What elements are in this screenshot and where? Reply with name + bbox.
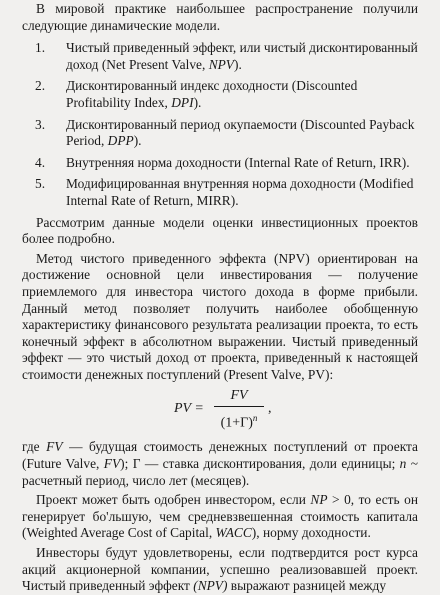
formula-lhs: PV = — [174, 401, 204, 417]
italic-run: WACC — [215, 525, 252, 541]
formula-denominator: $(1+Г)^n$ — [220, 413, 258, 432]
text-run: где — [22, 439, 47, 455]
abbr: DPP — [107, 133, 134, 149]
method-paragraph: Метод чистого приведенного эффекта (NPV) ориентирован на достижение основной цели инвестирования — получение приемлемого для инвестора чистого дохода в форме прибыли. Данный метод позволяет получить наиболее обобщенную характеристику финансового результата реализации проекта, то есть конечный эффект в абсолютном выражении. Чистый приведенный эффект — это чистый доход от проекта, приведенный к настоящей стоимости денежных поступлений (Present Valve, PV): — [22, 250, 418, 382]
list-item-number: 4. — [35, 154, 46, 170]
where-paragraph — [22, 439, 418, 489]
formula-fraction — [214, 387, 264, 433]
list-item-number: 5. — [35, 176, 46, 192]
abbr: DPI — [171, 94, 194, 110]
text-run: ), норму доходности. — [251, 525, 371, 541]
formula-numerator: FV — [230, 388, 248, 404]
text-run: > 0, то есть он генерирует бо'льшую, чем средневзвешенная стоимость капитала (Weighted Average Cost of Capital, — [22, 492, 418, 541]
fraction-bar — [214, 406, 264, 407]
detail-paragraph: Рассмотрим данные модели оценки инвестиционных проектов более подробно. — [22, 214, 418, 247]
models-list — [22, 40, 418, 209]
list-item: 2. Дисконтированный индекс доходности (Discounted Profitability Index, DPI). — [35, 78, 358, 110]
italic-run: (NPV) — [193, 578, 228, 594]
text-run: — будущая стоимость денежных поступлений от проекта (Future Valve, — [22, 439, 418, 472]
text-run: ~ расчетный период, число лет (месяцев). — [22, 456, 418, 488]
approve-paragraph — [22, 492, 418, 542]
investors-paragraph — [22, 545, 418, 595]
pv-formula — [22, 387, 418, 433]
text-run: Проект может быть одобрен инвестором, если — [36, 492, 311, 508]
text-run: выражают разницей между — [227, 578, 387, 594]
italic-run: FV — [46, 439, 63, 455]
list-item: 3. Дисконтированный период окупаемости (Discounted Payback Period, DPP). — [35, 116, 415, 149]
italic-run: n — [399, 456, 407, 472]
formula-comma: , — [268, 401, 272, 417]
list-item: 1. Чистый приведенный эффект, или чистый дисконтированный доход (Net Present Valve, NPV). — [35, 40, 418, 72]
list-item-number: 3. — [35, 116, 46, 132]
abbr: NPV — [208, 56, 234, 72]
list-item: 5. Модифицированная внутренняя норма доходности (Modified Internal Rate of Return, MIRR). — [35, 176, 414, 208]
list-item-number: 2. — [35, 78, 46, 94]
italic-run: FV — [103, 456, 121, 472]
intro-paragraph: В мировой практике наибольшее распространение получили следующие динамические модели. — [22, 1, 418, 33]
list-item: 4. Внутренняя норма доходности (Internal Rate of Return, IRR). — [35, 154, 410, 170]
text-run: Инвесторы будут удовлетворены, если подтвердится рост курса акций акционерной компании, успешно реализовавшей проект. Чистый приведенный эффект — [22, 545, 418, 594]
italic-run: NP — [310, 492, 328, 508]
list-item-number: 1. — [35, 40, 46, 56]
text-run: ); Г — ставка дисконтирования, доли единицы; — [120, 456, 400, 472]
